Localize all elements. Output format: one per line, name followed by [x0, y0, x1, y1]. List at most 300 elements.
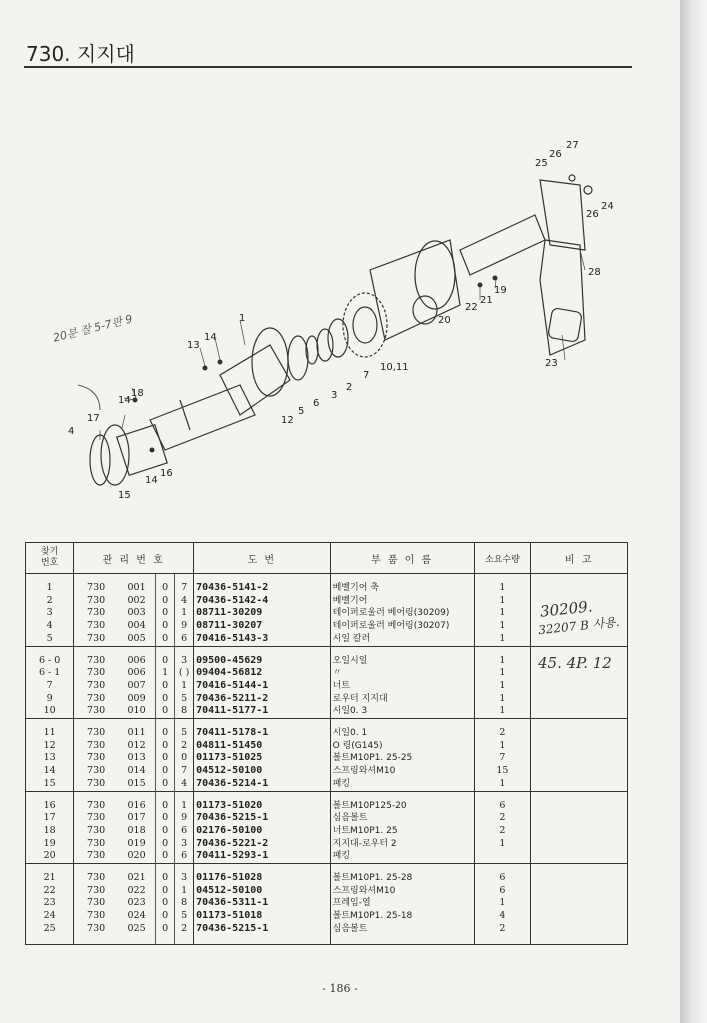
- mgmt-3-cell: 0: [156, 923, 175, 936]
- drawing-number-cell: 09500-45629: [194, 655, 331, 668]
- quantity-cell: 6: [474, 872, 531, 885]
- mgmt-3-cell: 0: [156, 633, 175, 646]
- row-no-cell: 14: [26, 765, 74, 778]
- quantity-cell: 7: [474, 752, 531, 765]
- mgmt-4-cell: 5: [175, 727, 194, 740]
- header-mgmt-number: 관 리 번 호: [74, 543, 194, 574]
- mgmt-3-cell: 0: [156, 740, 175, 753]
- remarks-cell: [531, 812, 628, 825]
- row-no-cell: 12: [26, 740, 74, 753]
- spacer-cell: [156, 864, 175, 873]
- mgmt-3-cell: 0: [156, 607, 175, 620]
- spacer-cell: [330, 646, 474, 655]
- spacer-cell: [194, 936, 331, 945]
- part-name-cell: 테이퍼로울러 베어링(30207): [330, 620, 474, 633]
- mgmt-4-cell: 2: [175, 923, 194, 936]
- quantity-cell: 1: [474, 655, 531, 668]
- callout-26-b: 26: [586, 209, 599, 220]
- mgmt-1-cell: 730: [87, 594, 106, 606]
- quantity-cell: 1: [474, 838, 531, 851]
- spacer-cell: [175, 646, 194, 655]
- mgmt-4-cell: 2: [175, 740, 194, 753]
- mgmt-3-cell: 0: [156, 595, 175, 608]
- spacer-cell: [26, 646, 74, 655]
- row-no-cell: 16: [26, 800, 74, 813]
- mgmt-3-cell: 0: [156, 620, 175, 633]
- mgmt-2-cell: 017: [127, 812, 146, 824]
- spacer-cell: [474, 574, 531, 583]
- drawing-number-cell: 70436-5215-1: [194, 923, 331, 936]
- group-spacer: [26, 574, 628, 583]
- group-spacer: [26, 791, 628, 800]
- callout-20: 20: [438, 315, 451, 326]
- spacer-cell: [74, 864, 118, 873]
- quantity-cell: 1: [474, 897, 531, 910]
- mgmt-4-cell: 4: [175, 595, 194, 608]
- drawing-number-cell: 04512-50100: [194, 765, 331, 778]
- mgmt-4-cell: 1: [175, 607, 194, 620]
- mgmt-1-cell: 730: [87, 752, 106, 764]
- spacer-cell: [74, 936, 118, 945]
- mgmt-3-cell: 0: [156, 897, 175, 910]
- row-no-cell: 7: [26, 680, 74, 693]
- spacer-cell: [194, 791, 331, 800]
- spacer-cell: [74, 791, 118, 800]
- callout-3: 3: [331, 390, 338, 401]
- mgmt-4-cell: 6: [175, 633, 194, 646]
- mgmt-2-cell: 006: [127, 667, 146, 679]
- mgmt-1-cell: 730: [87, 727, 106, 739]
- spacer-cell: [474, 646, 531, 655]
- mgmt-2-cell: 009: [127, 692, 146, 704]
- mgmt-2-cell: 021: [127, 872, 146, 884]
- drawing-number-cell: 04512-50100: [194, 885, 331, 898]
- part-name-cell: 심음볼트: [330, 923, 474, 936]
- mgmt-3-cell: 0: [156, 885, 175, 898]
- mgmt-3-cell: 1: [156, 667, 175, 680]
- drawing-number-cell: 01176-51028: [194, 872, 331, 885]
- table-row: [26, 923, 628, 936]
- part-name-cell: O 링(G145): [330, 740, 474, 753]
- title-underline: [24, 66, 632, 68]
- spacer-cell: [531, 936, 628, 945]
- mgmt-4-cell: 6: [175, 850, 194, 863]
- part-name-cell: 너트: [330, 680, 474, 693]
- callout-6: 6: [313, 398, 320, 409]
- spacer-cell: [118, 936, 156, 945]
- mgmt-2-cell: 006: [127, 654, 146, 666]
- quantity-cell: 1: [474, 680, 531, 693]
- row-no-cell: 19: [26, 838, 74, 851]
- quantity-cell: 1: [474, 582, 531, 595]
- row-no-cell: 10: [26, 705, 74, 718]
- table-row: [26, 582, 628, 595]
- remarks-cell: [531, 740, 628, 753]
- page-number: - 186 -: [322, 982, 358, 995]
- mgmt-3-cell: 0: [156, 705, 175, 718]
- spacer-cell: [330, 936, 474, 945]
- quantity-cell: 1: [474, 595, 531, 608]
- handwritten-arrow: [78, 385, 100, 410]
- row-no-cell: 25: [26, 923, 74, 936]
- group-spacer: [26, 864, 628, 873]
- callout-24: 24: [601, 201, 614, 212]
- remarks-cell: [531, 765, 628, 778]
- header-drawing-number: 도 번: [194, 543, 331, 574]
- quantity-cell: 1: [474, 620, 531, 633]
- spacer-cell: [531, 719, 628, 728]
- bolt-part-24: [584, 186, 592, 194]
- remarks-cell: [531, 885, 628, 898]
- spacer-cell: [156, 646, 175, 655]
- gearbox-flange: [415, 241, 455, 309]
- spacer-cell: [156, 719, 175, 728]
- spacer-cell: [26, 791, 74, 800]
- page-edge-shadow: [680, 0, 707, 1023]
- mgmt-4-cell: ( ): [175, 667, 194, 680]
- mgmt-1-cell: 730: [87, 620, 106, 632]
- mgmt-2-cell: 013: [127, 752, 146, 764]
- mgmt-1-cell: 730: [87, 667, 106, 679]
- callout-26-a: 26: [549, 149, 562, 160]
- part-name-cell: 볼트M10P125-20: [330, 800, 474, 813]
- row-no-cell: 17: [26, 812, 74, 825]
- callout-28: 28: [588, 267, 601, 278]
- mgmt-2-cell: 025: [127, 922, 146, 934]
- mgmt-4-cell: 1: [175, 800, 194, 813]
- row-no-cell: 5: [26, 633, 74, 646]
- mgmt-4-cell: 7: [175, 582, 194, 595]
- table-row: [26, 885, 628, 898]
- spacer-cell: [156, 574, 175, 583]
- bevel-gear-part-2: [343, 293, 387, 357]
- spacer-cell: [175, 719, 194, 728]
- part-name-cell: 오일시일: [330, 655, 474, 668]
- mgmt-2-cell: 015: [127, 777, 146, 789]
- spacer-cell: [74, 646, 118, 655]
- spacer-cell: [330, 574, 474, 583]
- table-row: [26, 633, 628, 646]
- handwritten-remark-1: 30209.: [539, 597, 594, 621]
- table-row: [26, 838, 628, 851]
- spacer-cell: [156, 936, 175, 945]
- spacer-cell: [194, 864, 331, 873]
- row-no-cell: 9: [26, 693, 74, 706]
- part-name-cell: 스프링와셔M10: [330, 765, 474, 778]
- handwritten-note: 20분 잘 5-7판 9: [51, 312, 134, 345]
- row-no-cell: 24: [26, 910, 74, 923]
- remarks-cell: [531, 778, 628, 791]
- part-name-cell: 너트M10P1. 25: [330, 825, 474, 838]
- mgmt-1-cell: 730: [87, 884, 106, 896]
- spacer-cell: [74, 574, 118, 583]
- remarks-cell: [531, 897, 628, 910]
- remarks-cell: [531, 825, 628, 838]
- mgmt-1-cell: 730: [87, 654, 106, 666]
- spacer-cell: [118, 719, 156, 728]
- oil-seal-part-6: [317, 329, 333, 361]
- table-row: [26, 595, 628, 608]
- spacer-cell: [474, 864, 531, 873]
- spacer-cell: [175, 864, 194, 873]
- drawing-number-cell: 70411-5178-1: [194, 727, 331, 740]
- part-name-cell: 테이퍼로울러 베어링(30209): [330, 607, 474, 620]
- remarks-cell: [531, 923, 628, 936]
- mgmt-1-cell: 730: [87, 607, 106, 619]
- mgmt-4-cell: 7: [175, 765, 194, 778]
- part-name-cell: 볼트M10P1. 25-25: [330, 752, 474, 765]
- spacer-cell: [175, 936, 194, 945]
- callout-13: 13: [187, 340, 200, 351]
- spacer-cell: [118, 864, 156, 873]
- mgmt-4-cell: 5: [175, 910, 194, 923]
- remarks-cell: [531, 800, 628, 813]
- mgmt-3-cell: 0: [156, 680, 175, 693]
- table-row: [26, 740, 628, 753]
- table-row: [26, 800, 628, 813]
- row-no-cell: 23: [26, 897, 74, 910]
- mgmt-4-cell: 3: [175, 872, 194, 885]
- remarks-cell: [531, 705, 628, 718]
- group-spacer: [26, 936, 628, 945]
- spacer-cell: [118, 791, 156, 800]
- mgmt-2-cell: 007: [127, 679, 146, 691]
- mgmt-1-cell: 730: [87, 799, 106, 811]
- quantity-cell: 1: [474, 693, 531, 706]
- mgmt-1-cell: 730: [87, 812, 106, 824]
- mgmt-2-cell: 004: [127, 620, 146, 632]
- quantity-cell: [474, 850, 531, 863]
- mgmt-4-cell: 3: [175, 838, 194, 851]
- callout-14-b: 14: [118, 395, 131, 406]
- mgmt-1-cell: 730: [87, 850, 106, 862]
- row-no-cell: 6 - 0: [26, 655, 74, 668]
- mgmt-4-cell: 1: [175, 680, 194, 693]
- table-row: [26, 705, 628, 718]
- callout-4: 4: [68, 426, 75, 437]
- table-row: [26, 752, 628, 765]
- bearing-part-4: [90, 435, 110, 485]
- mgmt-3-cell: 0: [156, 838, 175, 851]
- spacer-cell: [330, 791, 474, 800]
- spacer-cell: [175, 574, 194, 583]
- callout-23: 23: [545, 358, 558, 369]
- part-name-cell: 지지대-로우터 2: [330, 838, 474, 851]
- mgmt-1-cell: 730: [87, 705, 106, 717]
- spacer-cell: [118, 574, 156, 583]
- drawing-number-cell: 08711-30207: [194, 620, 331, 633]
- spacer-cell: [118, 646, 156, 655]
- table-row: [26, 765, 628, 778]
- mgmt-4-cell: 0: [175, 752, 194, 765]
- part-name-cell: 패킹: [330, 778, 474, 791]
- row-no-cell: 18: [26, 825, 74, 838]
- drawing-number-cell: 70436-5214-1: [194, 778, 331, 791]
- mgmt-2-cell: 010: [127, 705, 146, 717]
- drawing-number-cell: 70436-5215-1: [194, 812, 331, 825]
- callout-12: 12: [281, 415, 294, 426]
- mgmt-4-cell: 9: [175, 812, 194, 825]
- table-row: [26, 607, 628, 620]
- mgmt-3-cell: 0: [156, 850, 175, 863]
- mgmt-4-cell: 6: [175, 825, 194, 838]
- row-no-cell: 20: [26, 850, 74, 863]
- mgmt-2-cell: 019: [127, 837, 146, 849]
- remarks-cell: [531, 693, 628, 706]
- mgmt-3-cell: 0: [156, 727, 175, 740]
- part-name-cell: 볼트M10P1. 25-18: [330, 910, 474, 923]
- mgmt-3-cell: 0: [156, 812, 175, 825]
- callout-19: 19: [494, 285, 507, 296]
- callout-14-a: 14: [204, 332, 217, 343]
- spacer-cell: [194, 574, 331, 583]
- remarks-cell: [531, 910, 628, 923]
- spacer-cell: [194, 646, 331, 655]
- remarks-cell: [531, 680, 628, 693]
- table-row: [26, 850, 628, 863]
- row-no-cell: 21: [26, 872, 74, 885]
- drawing-number-cell: 01173-51020: [194, 800, 331, 813]
- quantity-cell: 2: [474, 923, 531, 936]
- mgmt-3-cell: 0: [156, 752, 175, 765]
- table-row: [26, 910, 628, 923]
- mgmt-1-cell: 730: [87, 837, 106, 849]
- mgmt-2-cell: 002: [127, 594, 146, 606]
- quantity-cell: 2: [474, 812, 531, 825]
- remarks-cell: [531, 850, 628, 863]
- part-name-cell: 시일0. 1: [330, 727, 474, 740]
- mgmt-3-cell: 0: [156, 800, 175, 813]
- spacer-cell: [26, 719, 74, 728]
- part-name-cell: 시일 칼러: [330, 633, 474, 646]
- mgmt-2-cell: 005: [127, 632, 146, 644]
- part-name-cell: 스프링와셔M10: [330, 885, 474, 898]
- callout-15: 15: [118, 490, 131, 501]
- spacer-cell: [26, 864, 74, 873]
- row-no-cell: 1: [26, 582, 74, 595]
- mgmt-1-cell: 730: [87, 824, 106, 836]
- remarks-cell: [531, 872, 628, 885]
- row-no-cell: 6 - 1: [26, 667, 74, 680]
- row-no-cell: 3: [26, 607, 74, 620]
- mgmt-2-cell: 022: [127, 884, 146, 896]
- mgmt-1-cell: 730: [87, 872, 106, 884]
- drawing-number-cell: 70436-5221-2: [194, 838, 331, 851]
- table-row: [26, 897, 628, 910]
- remarks-cell: [531, 727, 628, 740]
- mgmt-2-cell: 014: [127, 765, 146, 777]
- spacer-cell: [74, 719, 118, 728]
- spacer-cell: [26, 574, 74, 583]
- handwritten-remark-3: 45. 4P. 12: [538, 654, 612, 672]
- exploded-diagram: [40, 130, 640, 520]
- quantity-cell: 15: [474, 765, 531, 778]
- mgmt-4-cell: 5: [175, 693, 194, 706]
- row-no-cell: 2: [26, 595, 74, 608]
- spacer-cell: [474, 936, 531, 945]
- spacer-cell: [26, 936, 74, 945]
- part-name-cell: 볼트M10P1. 25-28: [330, 872, 474, 885]
- page-title: 730. 지지대: [26, 42, 135, 66]
- drawing-number-cell: 70411-5177-1: [194, 705, 331, 718]
- drawing-number-cell: 04811-51450: [194, 740, 331, 753]
- drawing-number-cell: 02176-50100: [194, 825, 331, 838]
- callout-16: 16: [160, 468, 173, 479]
- mgmt-1-cell: 730: [87, 582, 106, 593]
- callout-14-c: 14: [145, 475, 158, 486]
- mgmt-4-cell: 4: [175, 778, 194, 791]
- mgmt-2-cell: 020: [127, 850, 146, 862]
- row-no-cell: 15: [26, 778, 74, 791]
- header-quantity: 소요수량: [474, 543, 531, 574]
- drawing-number-cell: 70436-5311-1: [194, 897, 331, 910]
- quantity-cell: 1: [474, 667, 531, 680]
- part-name-cell: 시일0. 3: [330, 705, 474, 718]
- spacer-cell: [156, 791, 175, 800]
- drawing-number-cell: 09404-56812: [194, 667, 331, 680]
- drawing-number-cell: 70436-5141-2: [194, 582, 331, 595]
- drawing-number-cell: 01173-51018: [194, 910, 331, 923]
- mgmt-3-cell: 0: [156, 872, 175, 885]
- mgmt-4-cell: 8: [175, 897, 194, 910]
- callout-27: 27: [566, 140, 579, 151]
- tube-part-9: [150, 385, 255, 450]
- quantity-cell: 2: [474, 727, 531, 740]
- callout-7: 7: [363, 370, 370, 381]
- spacer-cell: [194, 719, 331, 728]
- spacer-cell: [474, 719, 531, 728]
- mgmt-4-cell: 1: [175, 885, 194, 898]
- header-no: 찾기 번호: [26, 543, 74, 574]
- mgmt-2-cell: 003: [127, 607, 146, 619]
- callout-17: 17: [87, 413, 100, 424]
- callout-1: 1: [239, 313, 246, 324]
- mgmt-2-cell: 012: [127, 739, 146, 751]
- mgmt-2-cell: 018: [127, 824, 146, 836]
- remarks-cell: [531, 582, 628, 595]
- mgmt-1-cell: 730: [87, 897, 106, 909]
- mgmt-3-cell: 0: [156, 582, 175, 595]
- group-spacer: [26, 719, 628, 728]
- remarks-cell: [531, 752, 628, 765]
- spacer-cell: [330, 864, 474, 873]
- callout-21: 21: [480, 295, 493, 306]
- part-name-cell: 베벨기어: [330, 595, 474, 608]
- part-name-cell: 베벨기어 축: [330, 582, 474, 595]
- part-name-cell: 로우터 지지대: [330, 693, 474, 706]
- header-remarks: 비 고: [531, 543, 628, 574]
- drawing-number-cell: 70416-5143-3: [194, 633, 331, 646]
- callout-2: 2: [346, 382, 353, 393]
- quantity-cell: 1: [474, 778, 531, 791]
- quantity-cell: 1: [474, 740, 531, 753]
- remarks-cell: [531, 838, 628, 851]
- drawing-number-cell: 70436-5142-4: [194, 595, 331, 608]
- part-name-cell: 〃: [330, 667, 474, 680]
- mgmt-3-cell: 0: [156, 765, 175, 778]
- mgmt-3-cell: 0: [156, 910, 175, 923]
- quantity-cell: 2: [474, 825, 531, 838]
- parts-table: [25, 542, 628, 945]
- table-header-row: [26, 543, 628, 574]
- handwritten-remark-2: 32207 B 사용.: [537, 614, 621, 638]
- mgmt-2-cell: 016: [127, 799, 146, 811]
- tube-part-19: [460, 215, 545, 275]
- table-row: [26, 872, 628, 885]
- mgmt-3-cell: 0: [156, 778, 175, 791]
- callout-10-11: 10,11: [380, 362, 409, 373]
- plate-part-28: [540, 180, 585, 250]
